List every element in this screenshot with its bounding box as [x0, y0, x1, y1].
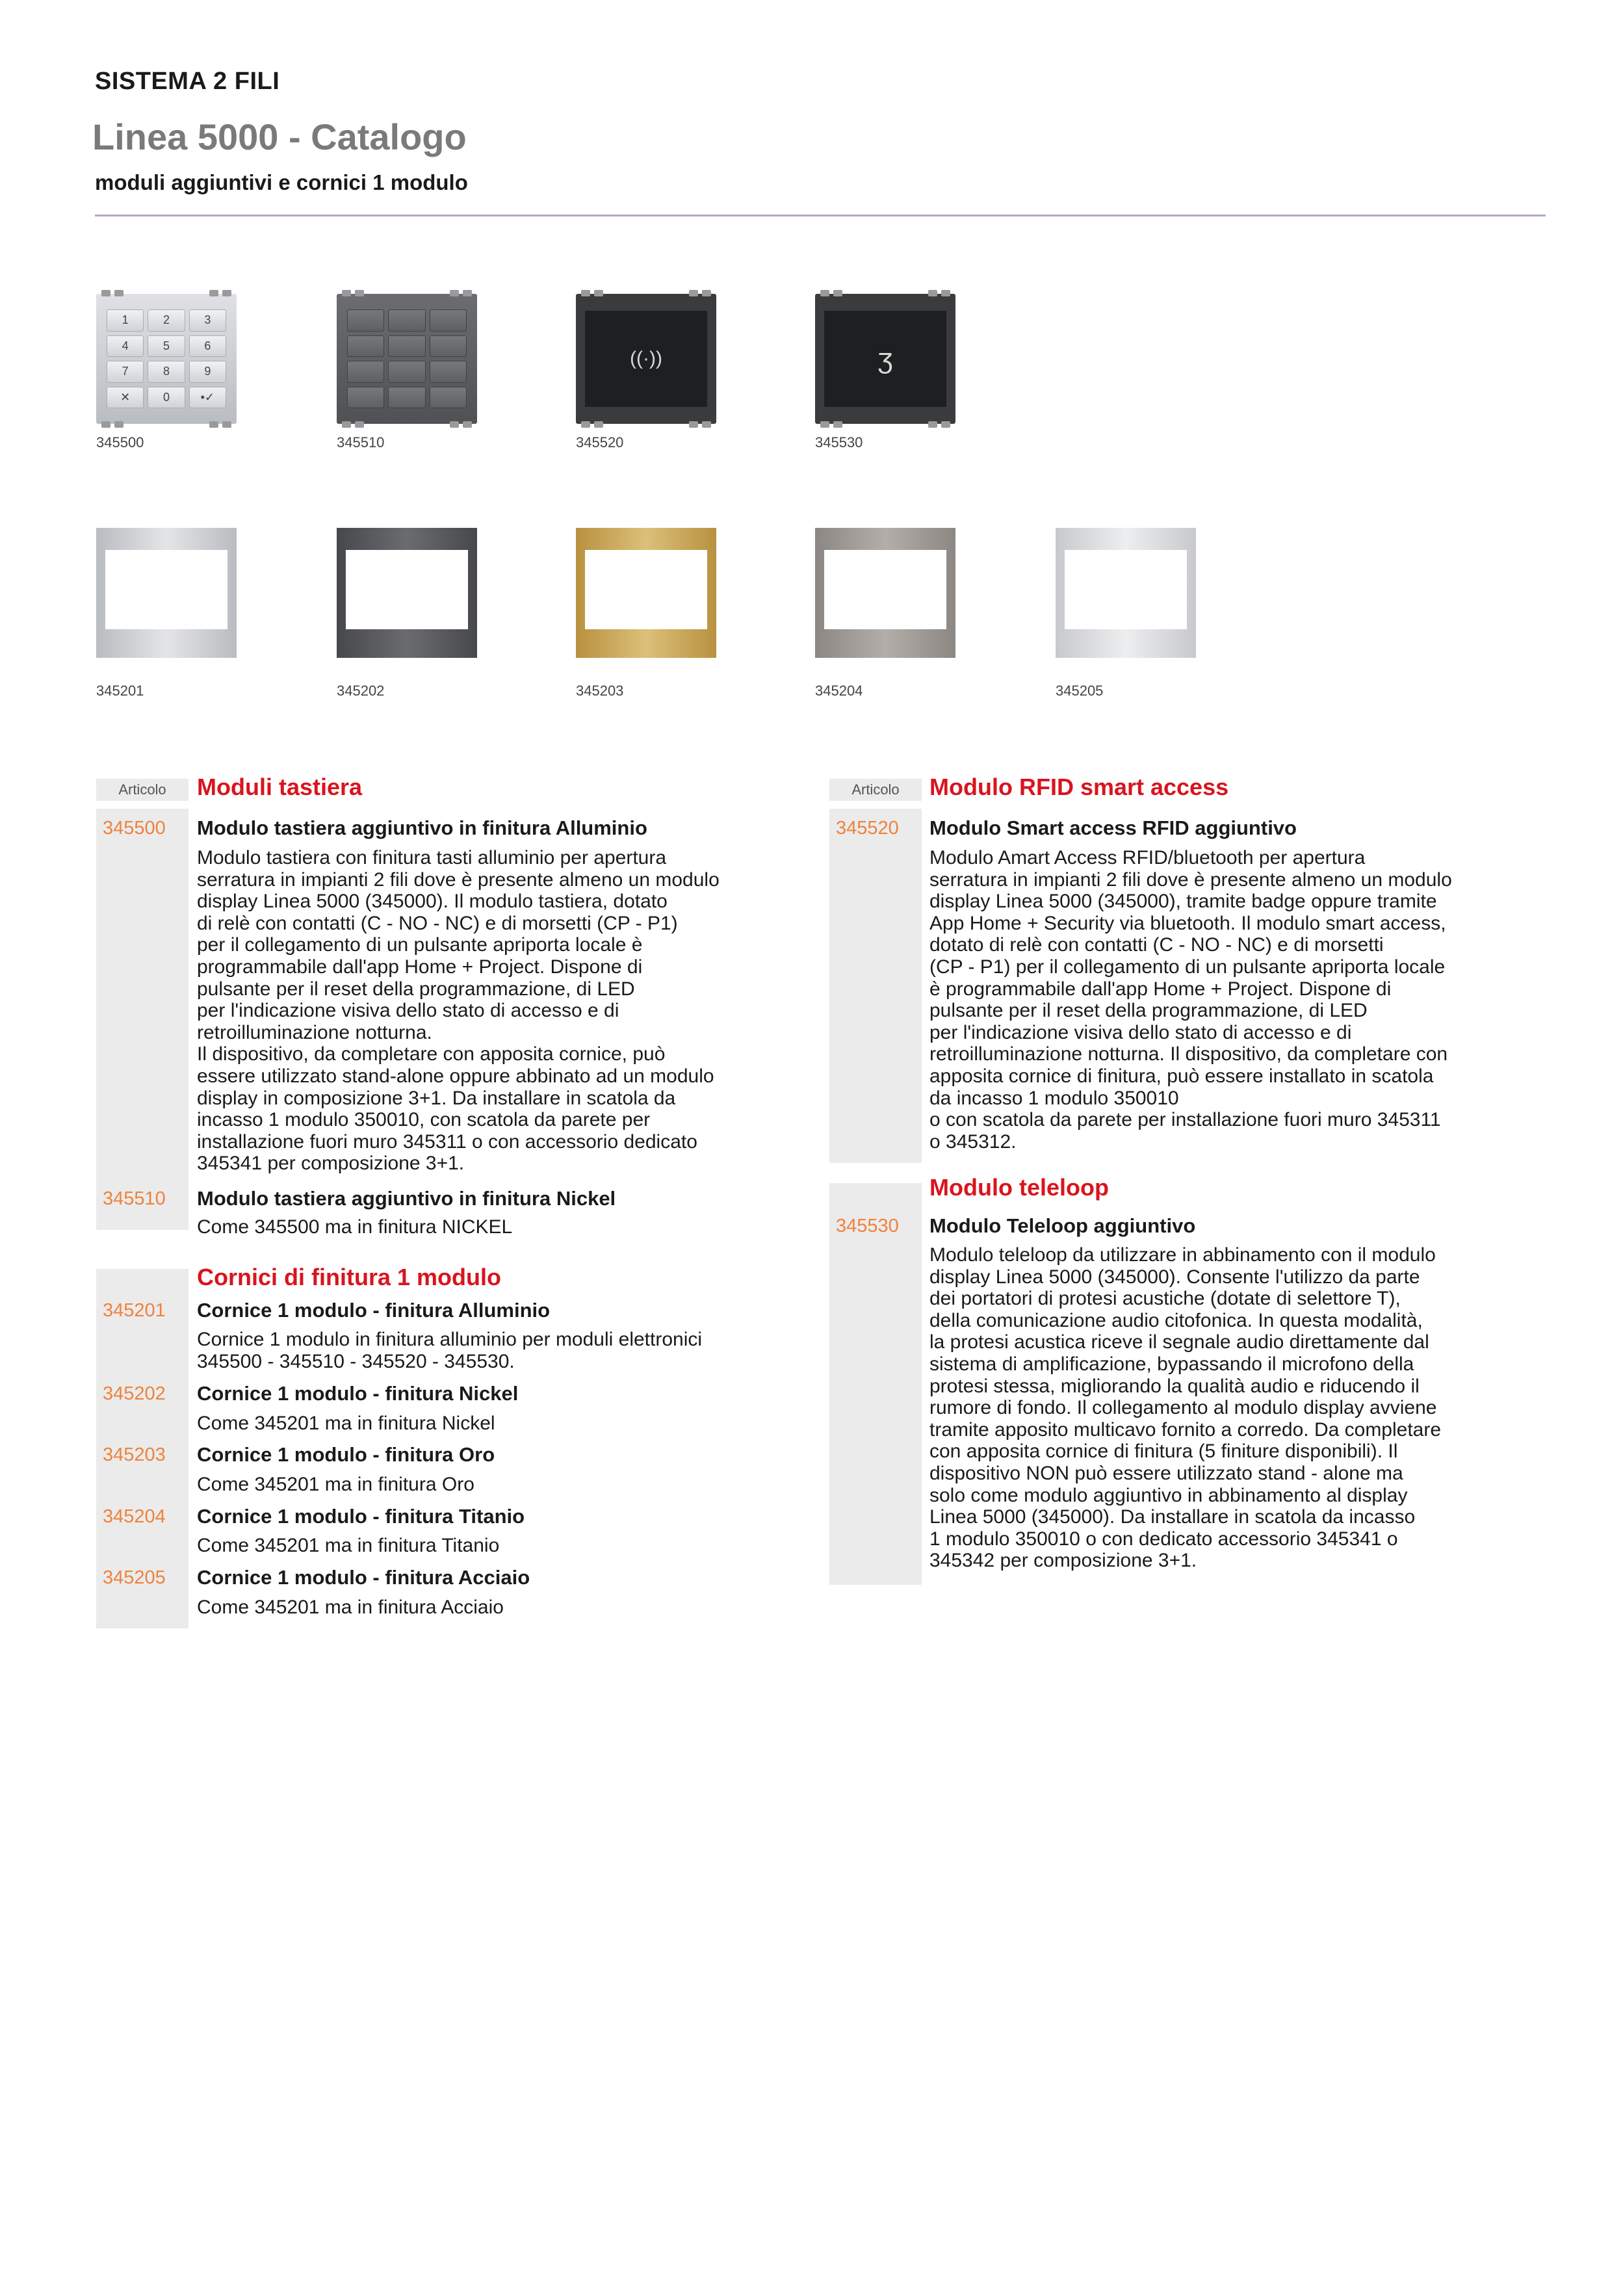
header-kicker: SISTEMA 2 FILI: [95, 68, 280, 95]
key: 2: [148, 309, 185, 332]
product-code: 345530: [815, 434, 863, 450]
product-image-345203: [576, 528, 716, 699]
item-code: 345510: [103, 1188, 166, 1209]
item-code: 345204: [103, 1506, 166, 1527]
section-title-rfid: Modulo RFID smart access: [929, 774, 1229, 800]
item-title: Cornice 1 modulo - finitura Oro: [197, 1443, 495, 1466]
frame-titanium-image: [815, 528, 955, 658]
key: 7: [107, 361, 144, 383]
key: •✓: [189, 387, 226, 409]
item-code: 345500: [103, 818, 166, 839]
page-title: Linea 5000 - Catalogo: [92, 116, 467, 157]
item-description: Come 345500 ma in finitura NICKEL: [197, 1216, 513, 1238]
section-title-teleloop: Modulo teleloop: [929, 1174, 1109, 1201]
item-description: Cornice 1 modulo in finitura alluminio per moduli elettronici 345500 - 345510 - 345520 - 345530.: [197, 1329, 703, 1372]
key: 4: [107, 335, 144, 358]
key: 5: [148, 335, 185, 358]
articolo-label: Articolo: [829, 779, 922, 801]
frame-steel-image: [1056, 528, 1196, 658]
product-image-345204: [815, 528, 955, 699]
product-image-345510: [337, 294, 477, 450]
item-description: Come 345201 ma in finitura Nickel: [197, 1413, 495, 1434]
product-code: 345201: [96, 683, 144, 699]
item-code: 345202: [103, 1383, 166, 1404]
key: ✕: [107, 387, 144, 409]
page-subtitle: moduli aggiuntivi e cornici 1 modulo: [95, 170, 468, 194]
product-code: 345203: [576, 683, 624, 699]
frame-gold-image: [576, 528, 716, 658]
frame-aluminium-image: [96, 528, 237, 658]
key: 0: [148, 387, 185, 409]
item-title: Cornice 1 modulo - finitura Titanio: [197, 1505, 525, 1528]
product-image-345500: [96, 294, 237, 450]
product-code: 345510: [337, 434, 385, 450]
item-code: 345530: [836, 1216, 899, 1236]
item-title: Cornice 1 modulo - finitura Alluminio: [197, 1299, 551, 1322]
frame-nickel-image: [337, 528, 477, 658]
item-code: 345203: [103, 1444, 166, 1465]
item-description: Come 345201 ma in finitura Oro: [197, 1474, 474, 1495]
item-code: 345205: [103, 1567, 166, 1588]
section-title-moduli-tastiera: Moduli tastiera: [197, 774, 363, 800]
code-column: [829, 1183, 922, 1585]
keypad-aluminium-image: [96, 294, 237, 424]
product-image-345201: [96, 528, 237, 699]
item-title: Modulo Teleloop aggiuntivo: [929, 1214, 1196, 1237]
product-image-345205: [1056, 528, 1196, 699]
product-code: 345204: [815, 683, 863, 699]
item-title: Cornice 1 modulo - finitura Acciaio: [197, 1566, 530, 1589]
key: 6: [189, 335, 226, 358]
code-column: [829, 809, 922, 1163]
header-divider: [95, 215, 1546, 216]
item-title: Modulo tastiera aggiuntivo in finitura Nickel: [197, 1187, 616, 1210]
keypad-nickel-image: [337, 294, 477, 424]
product-code: 345202: [337, 683, 385, 699]
key: 9: [189, 361, 226, 383]
code-column: [96, 809, 188, 1230]
key: 8: [148, 361, 185, 383]
item-code: 345201: [103, 1300, 166, 1321]
item-description: Come 345201 ma in finitura Acciaio: [197, 1597, 504, 1618]
hearing-loop-icon: ʒ: [877, 343, 893, 374]
item-title: Modulo tastiera aggiuntivo in finitura Alluminio: [197, 816, 647, 839]
item-code: 345520: [836, 818, 899, 839]
item-description: Modulo tastiera con finitura tasti alluminio per apertura serratura in impianti 2 fili dove è presente almeno un modulo display Linea 5000 (345000). Il modulo tastiera, dotato di relè con contatti (C - NO - NC) e di morsetti (CP - P1) per il collegamento di un pulsante apriporta locale è programmabile dall'app Home + Project. Dispone di pulsante per il reset della programmazione, di LED per l'indicazione visiva dello stato di accesso e di retroilluminazione notturna. Il dispositivo, da completare con apposita cornice, può essere utilizzato stand-alone oppure abbinato ad un modulo display in composizione 3+1. Da installare in scatola da incasso 1 modulo 350010, con scatola da parete per installazione fuori muro 345311 o con accessorio dedicato 345341 per composizione 3+1.: [197, 847, 720, 1175]
section-title-cornici: Cornici di finitura 1 modulo: [197, 1264, 501, 1290]
item-description: Come 345201 ma in finitura Titanio: [197, 1535, 500, 1556]
item-title: Modulo Smart access RFID aggiuntivo: [929, 816, 1297, 839]
item-title: Cornice 1 modulo - finitura Nickel: [197, 1382, 519, 1405]
product-image-345530: [815, 294, 955, 450]
product-code: 345500: [96, 434, 144, 450]
articolo-label: Articolo: [96, 779, 188, 801]
item-description: Modulo Amart Access RFID/bluetooth per apertura serratura in impianti 2 fili dove è presente almeno un modulo display Linea 5000 (345000), tramite badge oppure tramite App Home + Security via bluetooth. Il modulo smart access, dotato di relè con contatti (C - NO - NC) e di morsetti (CP - P1) per il collegamento di un pulsante apriporta locale è programmabile dall'app Home + Project. Dispone di pulsante per il reset della programmazione, di LED per l'indicazione visiva dello stato di accesso e di retroilluminazione notturna. Il dispositivo, da completare con apposita cornice di finitura, può essere installato in scatola da incasso 1 modulo 350010 o con scatola da parete per installazione fuori muro 345311 o 345312.: [929, 847, 1452, 1153]
rfid-wireless-icon: ((·)): [630, 348, 662, 369]
key: 3: [189, 309, 226, 332]
item-description: Modulo teleloop da utilizzare in abbinamento con il modulo display Linea 5000 (345000). Consente l'utilizzo da parte dei portatori di protesi acustiche (dotate di selettore T), della comunicazione audio citofonica. In questa modalità, la protesi acustica riceve il segnale audio direttamente dal sistema di amplificazione, bypassando il microfono della protesi stessa, migliorando la qualità audio e riducendo il rumore di fondo. Il collegamento al modulo display avviene tramite apposito multicavo fornito a corredo. Da completare con apposita cornice di finitura (5 finiture disponibili). Il dispositivo NON può essere utilizzato stand - alone ma solo come modulo aggiuntivo in abbinamento al display Linea 5000 (345000). Da installare in scatola da incasso 1 modulo 350010 o con dedicato accessorio 345341 o 345342 per composizione 3+1.: [929, 1244, 1442, 1572]
product-code: 345205: [1056, 683, 1104, 699]
product-image-345202: [337, 528, 477, 699]
key: 1: [107, 309, 144, 332]
product-image-345520: [576, 294, 716, 450]
product-code: 345520: [576, 434, 624, 450]
